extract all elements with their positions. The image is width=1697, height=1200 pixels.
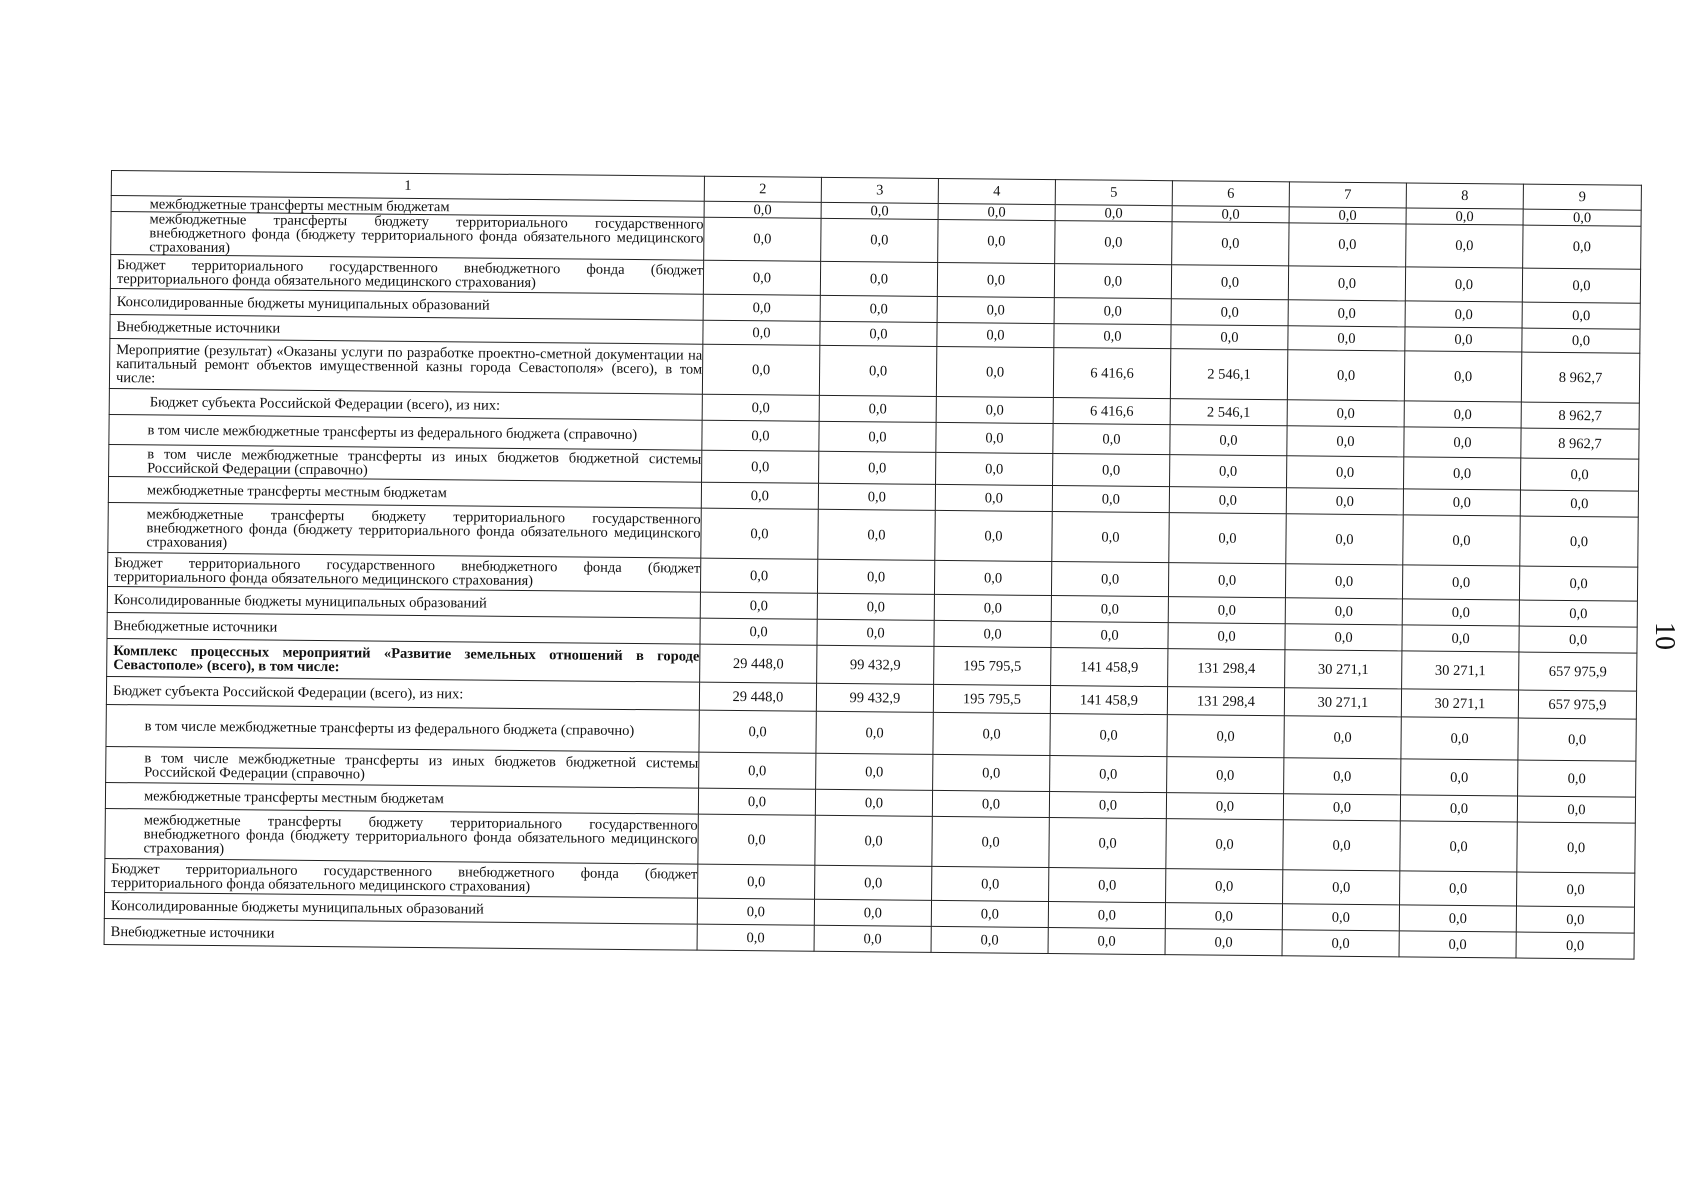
row-value: 0,0 (1403, 515, 1520, 566)
row-value: 0,0 (1522, 268, 1640, 303)
row-value: 0,0 (1405, 327, 1522, 352)
row-value: 0,0 (1282, 904, 1399, 931)
row-value: 0,0 (1167, 757, 1284, 794)
row-value: 0,0 (1168, 563, 1285, 598)
row-value: 0,0 (931, 900, 1048, 927)
row-value: 0,0 (936, 452, 1053, 485)
row-value: 0,0 (934, 560, 1051, 595)
row-value: 0,0 (1519, 626, 1637, 653)
row-value: 0,0 (1518, 760, 1636, 797)
row-value: 0,0 (1402, 599, 1519, 626)
row-value: 0,0 (702, 420, 819, 451)
row-value: 0,0 (1519, 566, 1637, 601)
row-value: 0,0 (934, 594, 1051, 621)
row-value: 0,0 (699, 752, 816, 789)
row-value: 0,0 (1287, 426, 1404, 457)
table-body (104, 196, 1641, 960)
row-label: Бюджет территориального государственного внебюджетного фонда (бюджет территориального фонда обязательного медицинского страхования) (110, 255, 703, 295)
row-value: 0,0 (1053, 424, 1170, 455)
row-value: 0,0 (1523, 225, 1641, 269)
row-value: 0,0 (1172, 206, 1289, 223)
row-label: в том числе межбюджетные трансферты из федерального бюджета (справочно) (106, 704, 699, 752)
row-value: 0,0 (1289, 223, 1406, 267)
row-value: 0,0 (703, 320, 820, 345)
row-value: 0,0 (703, 260, 820, 295)
row-value: 0,0 (704, 217, 821, 261)
row-value: 0,0 (820, 321, 937, 346)
row-value: 141 458,9 (1050, 686, 1167, 715)
column-header: 1 (111, 171, 704, 202)
row-value: 0,0 (816, 711, 933, 754)
row-value: 0,0 (937, 296, 1054, 323)
row-label: межбюджетные трансферты местным бюджетам (105, 782, 698, 814)
row-value: 0,0 (1166, 793, 1283, 820)
row-label: межбюджетные трансферты местным бюджетам (111, 196, 704, 218)
row-value: 0,0 (818, 509, 935, 560)
row-value: 0,0 (1288, 326, 1405, 351)
row-value: 0,0 (1517, 796, 1635, 823)
row-value: 0,0 (935, 484, 1052, 511)
row-value: 0,0 (1403, 457, 1520, 490)
row-value: 0,0 (1286, 488, 1403, 515)
column-header: 5 (1055, 180, 1172, 206)
row-value: 0,0 (1054, 298, 1171, 325)
row-value: 0,0 (932, 816, 1049, 867)
row-value: 0,0 (698, 864, 815, 899)
row-label: в том числе межбюджетные трансферты из иных бюджетов бюджетной системы Российской Федерации (справочно) (109, 444, 702, 482)
row-value: 0,0 (1516, 906, 1634, 933)
row-label: межбюджетные трансферты бюджету территориального государственного внебюджетного фонда (бюджету территориального фонда обязательного медицинского страхования) (108, 502, 701, 558)
row-value: 0,0 (1286, 514, 1403, 565)
column-header: 3 (821, 177, 938, 203)
column-header: 9 (1523, 184, 1641, 210)
row-value: 0,0 (937, 322, 1054, 347)
row-value: 0,0 (1288, 266, 1405, 301)
row-value: 0,0 (1287, 350, 1404, 401)
row-value: 0,0 (1520, 516, 1638, 567)
row-value: 0,0 (1170, 425, 1287, 456)
row-value: 0,0 (1519, 600, 1637, 627)
row-value: 0,0 (934, 620, 1051, 647)
row-value: 0,0 (815, 865, 932, 900)
row-value: 2 546,1 (1170, 399, 1287, 426)
row-value: 8 962,7 (1521, 402, 1639, 429)
row-value: 0,0 (1399, 931, 1516, 958)
row-value: 0,0 (697, 924, 814, 951)
row-value: 141 458,9 (1051, 648, 1168, 687)
row-value: 0,0 (697, 898, 814, 925)
row-value: 0,0 (700, 618, 817, 645)
row-value: 0,0 (815, 815, 932, 866)
row-value: 657 975,9 (1518, 690, 1636, 719)
row-value: 30 271,1 (1401, 689, 1518, 718)
row-value: 0,0 (1167, 715, 1284, 758)
row-value: 0,0 (701, 482, 818, 509)
row-value: 0,0 (1051, 596, 1168, 623)
row-value: 0,0 (1404, 351, 1521, 402)
column-header: 8 (1406, 183, 1523, 209)
row-value: 0,0 (1517, 822, 1635, 873)
row-value: 0,0 (814, 899, 931, 926)
page-number: 10 (1649, 622, 1680, 650)
row-value: 0,0 (1169, 487, 1286, 514)
row-value: 0,0 (1051, 622, 1168, 649)
row-value: 0,0 (1518, 718, 1636, 761)
row-value: 0,0 (1055, 205, 1172, 222)
row-value: 0,0 (1168, 597, 1285, 624)
row-label: межбюджетные трансферты бюджету территориального государственного внебюджетного фонда (бюджету территориального фонда обязательного медицинского страхования) (111, 212, 704, 261)
row-value: 0,0 (1284, 758, 1401, 795)
row-value: 0,0 (1172, 222, 1289, 266)
row-value: 0,0 (933, 754, 1050, 791)
row-value: 0,0 (932, 790, 1049, 817)
row-value: 0,0 (1400, 795, 1517, 822)
row-value: 195 795,5 (934, 646, 1051, 685)
row-value: 0,0 (931, 926, 1048, 953)
row-value: 0,0 (1048, 902, 1165, 929)
row-label: Консолидированные бюджеты муниципальных образований (110, 288, 703, 320)
row-value: 0,0 (935, 510, 1052, 561)
row-value: 0,0 (937, 262, 1054, 297)
row-value: 0,0 (1049, 868, 1166, 903)
row-value: 0,0 (819, 421, 936, 452)
row-value: 2 546,1 (1170, 349, 1287, 400)
row-value: 0,0 (1402, 625, 1519, 652)
row-value: 99 432,9 (816, 683, 933, 712)
row-value: 30 271,1 (1285, 650, 1402, 689)
row-value: 0,0 (819, 345, 936, 396)
row-value: 0,0 (1288, 300, 1405, 327)
row-value: 0,0 (1050, 756, 1167, 793)
row-value: 6 416,6 (1053, 398, 1170, 425)
row-value: 0,0 (938, 203, 1055, 220)
row-value: 0,0 (1282, 930, 1399, 957)
row-value: 0,0 (1050, 714, 1167, 757)
row-label: Комплекс процессных мероприятий «Развитие земельных отношений в городе Севастополе» (всего), в том числе: (107, 638, 700, 682)
row-value: 0,0 (933, 712, 1050, 755)
row-value: 0,0 (1052, 512, 1169, 563)
row-value: 0,0 (702, 394, 819, 421)
row-value: 0,0 (814, 925, 931, 952)
row-value: 0,0 (1054, 264, 1171, 299)
row-value: 0,0 (1048, 928, 1165, 955)
row-value: 0,0 (1284, 716, 1401, 759)
row-value: 0,0 (817, 559, 934, 594)
row-value: 0,0 (702, 344, 819, 395)
row-value: 0,0 (1401, 717, 1518, 760)
row-value: 0,0 (1171, 299, 1288, 326)
row-value: 0,0 (1404, 427, 1521, 458)
row-value: 8 962,7 (1521, 352, 1639, 403)
row-label: Внебюджетные источники (107, 612, 700, 644)
row-label: в том числе межбюджетные трансферты из федерального бюджета (справочно) (109, 414, 702, 450)
row-value: 0,0 (700, 592, 817, 619)
row-value: 0,0 (1283, 794, 1400, 821)
row-value: 0,0 (1402, 565, 1519, 600)
row-value: 0,0 (936, 422, 1053, 453)
column-header: 6 (1172, 181, 1289, 207)
row-value: 0,0 (704, 201, 821, 218)
row-value: 131 298,4 (1168, 649, 1285, 688)
row-label: Внебюджетные источники (110, 314, 703, 344)
row-value: 0,0 (1406, 208, 1523, 225)
row-value: 0,0 (1283, 820, 1400, 871)
row-value: 0,0 (698, 814, 815, 865)
row-value: 0,0 (1400, 821, 1517, 872)
row-value: 0,0 (1285, 598, 1402, 625)
row-value: 0,0 (1523, 209, 1641, 226)
row-value: 0,0 (820, 261, 937, 296)
row-value: 195 795,5 (933, 684, 1050, 713)
row-value: 0,0 (1054, 324, 1171, 349)
row-value: 8 962,7 (1521, 428, 1639, 459)
row-value: 0,0 (817, 619, 934, 646)
row-value: 0,0 (1168, 623, 1285, 650)
row-value: 0,0 (1169, 513, 1286, 564)
row-label: межбюджетные трансферты местным бюджетам (108, 476, 701, 508)
row-value: 0,0 (1522, 328, 1640, 353)
row-value: 0,0 (1401, 759, 1518, 796)
row-value: 0,0 (1052, 486, 1169, 513)
row-value: 0,0 (938, 219, 1055, 263)
row-value: 0,0 (1516, 932, 1634, 959)
row-value: 0,0 (1053, 454, 1170, 487)
row-value: 0,0 (700, 558, 817, 593)
row-value: 0,0 (701, 508, 818, 559)
row-value: 0,0 (936, 346, 1053, 397)
row-value: 0,0 (820, 295, 937, 322)
row-label: Бюджет субъекта Российской Федерации (всего), из них: (106, 676, 699, 710)
row-value: 0,0 (1289, 207, 1406, 224)
row-value: 0,0 (1405, 301, 1522, 328)
row-value: 0,0 (1285, 624, 1402, 651)
row-value: 0,0 (703, 294, 820, 321)
row-value: 29 448,0 (700, 644, 817, 683)
row-value: 0,0 (702, 450, 819, 483)
row-label: Мероприятие (результат) «Оказаны услуги по разработке проектно-сметной документации на капитальный ремонт объектов имущественной казны города Севастополя» (всего), в том числе: (109, 338, 702, 394)
row-value: 657 975,9 (1519, 652, 1637, 691)
row-value: 0,0 (1287, 456, 1404, 489)
row-label: в том числе межбюджетные трансферты из иных бюджетов бюджетной системы Российской Федерации (справочно) (106, 746, 699, 788)
row-value: 0,0 (1055, 221, 1172, 265)
row-value: 6 416,6 (1053, 348, 1170, 399)
budget-table (104, 170, 1642, 960)
row-value: 30 271,1 (1284, 688, 1401, 717)
row-value: 0,0 (1171, 325, 1288, 350)
row-value: 0,0 (1285, 564, 1402, 599)
row-value: 0,0 (1522, 302, 1640, 329)
row-value: 131 298,4 (1167, 687, 1284, 716)
row-value: 0,0 (1399, 905, 1516, 932)
row-label: межбюджетные трансферты бюджету территориального государственного внебюджетного фонда (бюджету территориального фонда обязательного медицинского страхования) (105, 808, 698, 864)
budget-table-wrapper (104, 170, 1641, 960)
row-value: 0,0 (819, 395, 936, 422)
row-value: 30 271,1 (1402, 651, 1519, 690)
row-value: 0,0 (698, 788, 815, 815)
row-value: 0,0 (821, 218, 938, 262)
row-label: Бюджет территориального государственного внебюджетного фонда (бюджет территориального фонда обязательного медицинского страхования) (105, 858, 698, 898)
row-value: 0,0 (1406, 224, 1523, 268)
row-value: 0,0 (818, 483, 935, 510)
row-value: 0,0 (1049, 792, 1166, 819)
row-value: 0,0 (932, 866, 1049, 901)
row-value: 0,0 (1283, 870, 1400, 905)
row-label: Консолидированные бюджеты муниципальных образований (104, 892, 697, 924)
column-header: 7 (1289, 182, 1406, 208)
row-value: 0,0 (1171, 265, 1288, 300)
row-value: 99 432,9 (817, 645, 934, 684)
row-value: 0,0 (1403, 489, 1520, 516)
row-value: 0,0 (817, 593, 934, 620)
row-value: 0,0 (1165, 929, 1282, 956)
row-label: Бюджет субъекта Российской Федерации (всего), из них: (109, 388, 702, 420)
row-label: Внебюджетные источники (104, 918, 697, 950)
row-value: 0,0 (1165, 903, 1282, 930)
row-value: 0,0 (1520, 458, 1638, 491)
row-value: 0,0 (1405, 267, 1522, 302)
row-value: 0,0 (1404, 401, 1521, 428)
row-value: 0,0 (815, 789, 932, 816)
row-label: Консолидированные бюджеты муниципальных образований (107, 586, 700, 618)
row-value: 0,0 (1166, 869, 1283, 904)
row-value: 29 448,0 (699, 682, 816, 711)
row-label: Бюджет территориального государственного внебюджетного фонда (бюджет территориального фонда обязательного медицинского страхования) (108, 552, 701, 592)
column-header: 4 (938, 178, 1055, 204)
row-value: 0,0 (1516, 872, 1634, 907)
row-value: 0,0 (1049, 818, 1166, 869)
row-value: 0,0 (1051, 562, 1168, 597)
row-value: 0,0 (699, 710, 816, 753)
row-value: 0,0 (1287, 400, 1404, 427)
row-value: 0,0 (1400, 871, 1517, 906)
row-value: 0,0 (1520, 490, 1638, 517)
column-header: 2 (704, 176, 821, 202)
row-value: 0,0 (821, 202, 938, 219)
row-value: 0,0 (1166, 819, 1283, 870)
row-value: 0,0 (819, 451, 936, 484)
row-value: 0,0 (816, 753, 933, 790)
row-value: 0,0 (1170, 455, 1287, 488)
row-value: 0,0 (936, 396, 1053, 423)
